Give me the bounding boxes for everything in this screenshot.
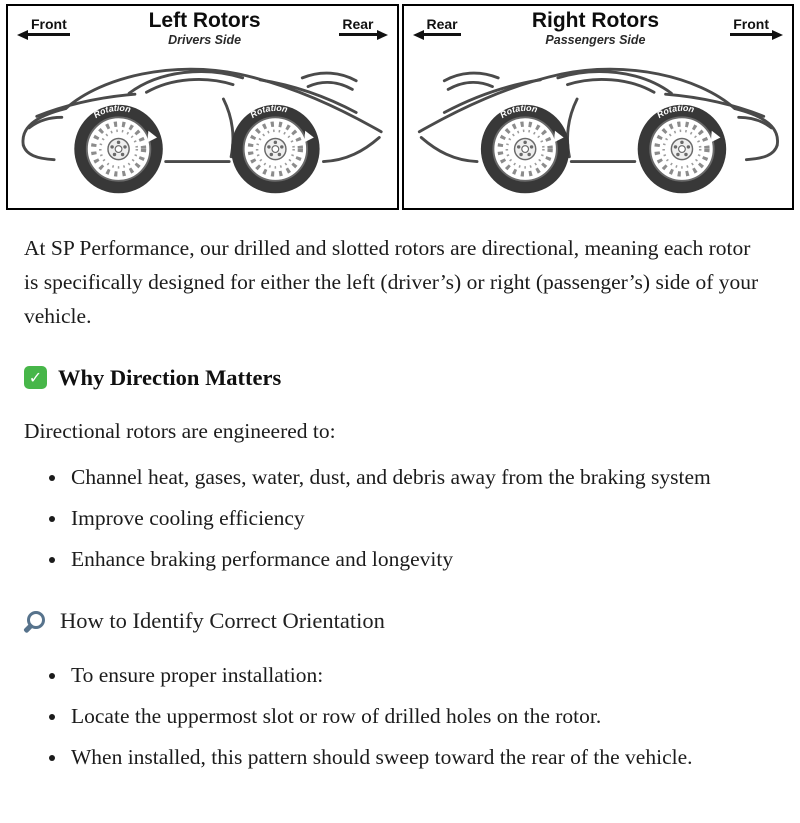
right-rotors-panel (402, 4, 795, 210)
rotation-label: Rotation (497, 102, 538, 121)
list-item: • Improve cooling efficiency (68, 502, 740, 536)
list-item: • Channel heat, gases, water, dust, and debris away from the braking system (68, 461, 740, 495)
article (0, 210, 800, 823)
list-item: • Enhance braking performance and longevity (68, 543, 740, 577)
section1-title: Why Direction Matters (58, 364, 282, 390)
rotation-label: Rotation (91, 102, 132, 121)
car-illustration-right (404, 49, 793, 201)
front-direction-indicator (17, 17, 70, 36)
rear-label: Rear (424, 17, 461, 36)
section1-lead: Directional rotors are engineered to: (24, 419, 336, 444)
section-heading-how-to-identify (24, 603, 764, 639)
section2-title: How to Identify Correct Orientation (60, 608, 385, 634)
arrow-left-icon (17, 30, 28, 40)
section-heading-why-direction-matters (24, 360, 764, 396)
front-label: Front (28, 17, 70, 36)
list-item: • Locate the uppermost slot or row of drilled holes on the rotor. (68, 700, 740, 734)
rotor-direction-figure (0, 0, 800, 210)
right-panel-title-block (461, 10, 731, 47)
rotation-label: Rotation (248, 102, 289, 121)
arrow-right-icon (377, 30, 388, 40)
list-item: • To ensure proper installation: (68, 659, 740, 693)
rotation-label: Rotation (654, 102, 695, 121)
list-item: • When installed, this pattern should sweep toward the rear of the vehicle. (68, 741, 740, 775)
rear-direction-indicator (413, 17, 461, 36)
intro-paragraph: At SP Performance, our drilled and slotted rotors are directional, meaning each rotor is specifically designed for either the left (driver’s) or right (passenger’s) side of your vehicle. (24, 236, 759, 328)
rear-label: Rear (339, 17, 376, 36)
section2-list (24, 659, 740, 775)
left-panel-header (8, 6, 397, 47)
right-panel-header (404, 6, 793, 47)
panel-title: Right Rotors (531, 9, 660, 32)
car-illustration-left (8, 49, 397, 201)
check-icon: ✓ (24, 366, 47, 389)
arrow-left-icon (413, 30, 424, 40)
left-panel-title-block (70, 10, 340, 47)
front-direction-indicator (730, 17, 783, 36)
magnifier-icon (24, 610, 47, 633)
left-rotors-panel (6, 4, 399, 210)
panel-title: Left Rotors (148, 9, 261, 32)
arrow-right-icon (772, 30, 783, 40)
front-label: Front (730, 17, 772, 36)
rear-direction-indicator (339, 17, 387, 36)
section1-list (24, 461, 740, 577)
panel-subtitle: Drivers Side (168, 33, 242, 48)
panel-subtitle: Passengers Side (545, 33, 646, 48)
